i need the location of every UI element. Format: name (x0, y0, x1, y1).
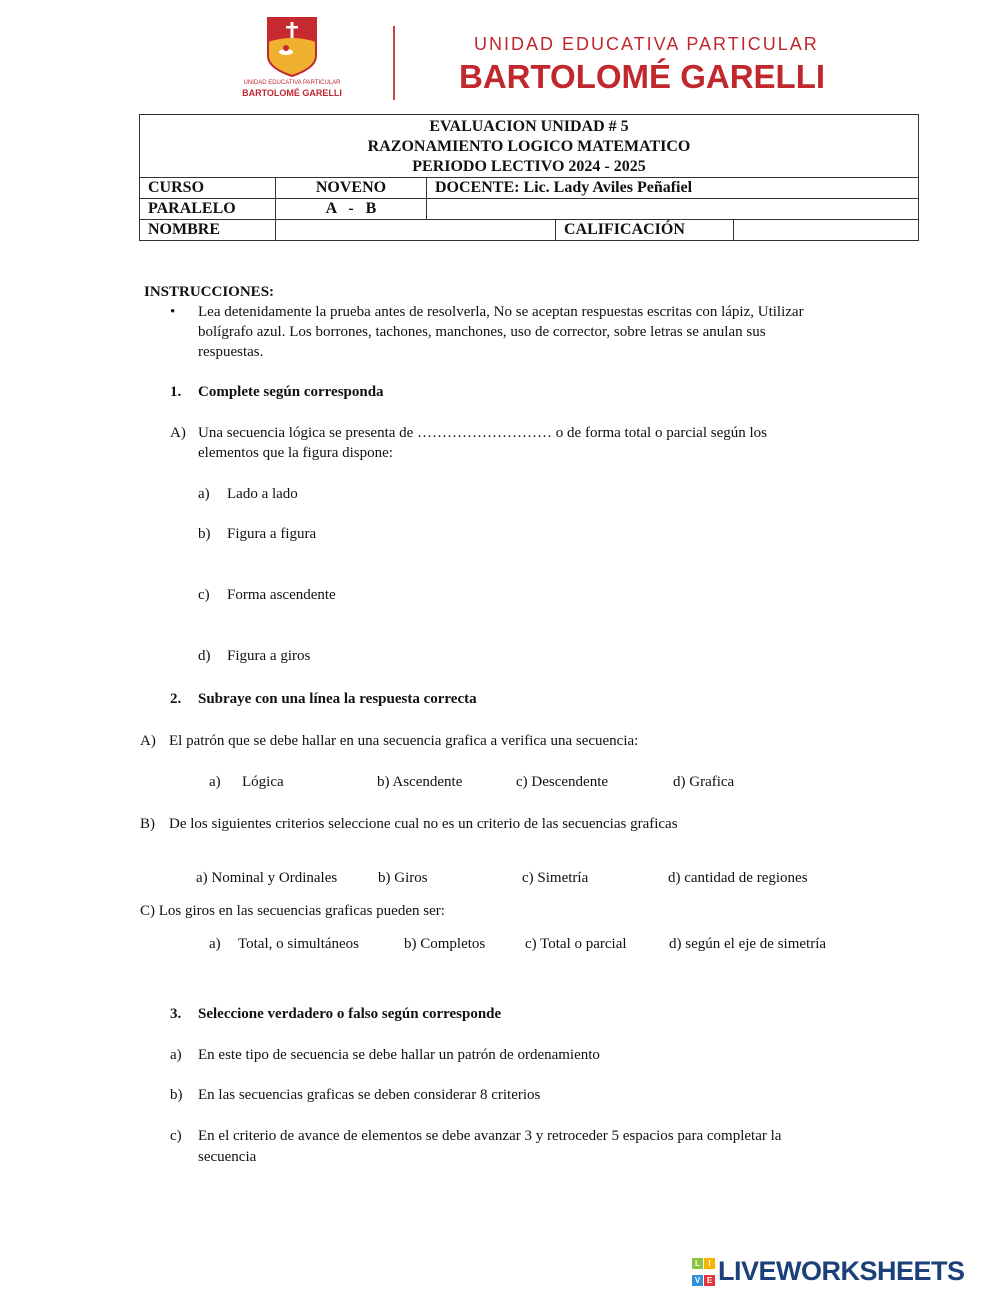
q1-a-text: elementos que la figura dispone: (198, 445, 393, 461)
calificacion-label: CALIFICACIÓN (556, 220, 734, 241)
option-text[interactable]: b) Completos (404, 936, 486, 952)
live-blocks-icon (692, 1254, 716, 1288)
q1-a-text: Una secuencia lógica se presenta de ……………………… o de forma total o parcial según los (198, 425, 767, 441)
nombre-field[interactable] (276, 220, 556, 241)
q1-number: 1. (170, 384, 182, 400)
q2-number: 2. (170, 691, 182, 707)
paralelo-value: A - B (276, 199, 427, 220)
item-label: b) (170, 1087, 183, 1103)
q2-title: Subraye con una línea la respuesta correcta (198, 691, 477, 707)
option-text[interactable]: c) Simetría (522, 870, 589, 886)
option-label: a) (209, 936, 221, 952)
instructions-heading: INSTRUCCIONES: (144, 284, 275, 300)
option-text[interactable]: d) cantidad de regiones (668, 870, 808, 886)
option-label: b) (198, 526, 211, 542)
item-text: En este tipo de secuencia se debe hallar un patrón de ordenamiento (198, 1047, 600, 1063)
q2-b-label: B) (140, 816, 155, 832)
instruction-line: Lea detenidamente la prueba antes de resolverla, No se aceptan respuestas escritas con lápiz, Utilizar (198, 304, 804, 320)
item-text: secuencia (198, 1149, 257, 1165)
item-label: c) (170, 1128, 182, 1144)
option-label: a) (198, 486, 210, 502)
q3-title: Seleccione verdadero o falso según corresponde (198, 1006, 502, 1022)
logo-letter: I (704, 1258, 715, 1269)
crest-caption-name: BARTOLOMÉ GARELLI (242, 88, 342, 98)
nombre-label: NOMBRE (140, 220, 276, 241)
q3-number: 3. (170, 1006, 182, 1022)
option-text[interactable]: Lógica (242, 774, 284, 790)
option-label: a) (209, 774, 221, 790)
school-crest-icon (266, 16, 318, 78)
logo-letter: V (692, 1275, 703, 1286)
q1-a-label: A) (170, 425, 186, 441)
option-text[interactable]: a) Nominal y Ordinales (196, 870, 338, 886)
q2-a-label: A) (140, 733, 156, 749)
curso-value: NOVENO (276, 178, 427, 199)
item-text: En las secuencias graficas se deben considerar 8 criterios (198, 1087, 541, 1103)
option-text[interactable]: Figura a giros (227, 648, 311, 664)
q2-b-text: De los siguientes criterios seleccione cual no es un criterio de las secuencias graficas (169, 816, 678, 832)
option-text[interactable]: d) según el eje de simetría (669, 936, 827, 952)
option-text[interactable]: b) Ascendente (377, 774, 463, 790)
q2-a-text: El patrón que se debe hallar en una secuencia grafica a verifica una secuencia: (169, 733, 639, 749)
item-text: En el criterio de avance de elementos se debe avanzar 3 y retroceder 5 espacios para completar la (198, 1128, 782, 1144)
option-label: d) (198, 648, 211, 664)
option-text[interactable]: Forma ascendente (227, 587, 336, 603)
docente: DOCENTE: Lic. Lady Aviles Peñafiel (427, 178, 919, 199)
header-divider (393, 26, 395, 100)
school-name: BARTOLOMÉ GARELLI (459, 58, 826, 95)
instruction-line: bolígrafo azul. Los borrones, tachones, manchones, uso de corrector, sobre letras se anulan sus (198, 324, 766, 340)
q2-c-text: C) Los giros en las secuencias graficas pueden ser: (140, 903, 445, 919)
option-text[interactable]: d) Grafica (673, 774, 735, 790)
info-table (139, 114, 919, 241)
option-text[interactable]: c) Descendente (516, 774, 609, 790)
curso-label: CURSO (140, 178, 276, 199)
bullet-icon: • (170, 304, 176, 320)
paralelo-label: PARALELO (140, 199, 276, 220)
title-line: PERIODO LECTIVO 2024 - 2025 (412, 158, 646, 175)
calificacion-field[interactable] (734, 220, 919, 241)
liveworksheets-wordmark: LIVEWORKSHEETS (718, 1255, 965, 1286)
logo-letter: E (704, 1275, 715, 1286)
option-label: c) (198, 587, 210, 603)
option-text[interactable]: Figura a figura (227, 526, 317, 542)
option-text[interactable]: Lado a lado (227, 486, 298, 502)
empty-cell (427, 199, 919, 220)
option-text[interactable]: c) Total o parcial (525, 936, 627, 952)
instruction-line: respuestas. (198, 344, 264, 360)
q1-title: Complete según corresponda (198, 384, 384, 400)
exam-title (140, 115, 919, 178)
item-label: a) (170, 1047, 182, 1063)
logo-letter: L (692, 1258, 703, 1269)
crest-caption: UNIDAD EDUCATIVA PARTICULAR (243, 80, 341, 86)
option-text[interactable]: Total, o simultáneos (238, 936, 360, 952)
option-text[interactable]: b) Giros (378, 870, 428, 886)
title-line: EVALUACION UNIDAD # 5 (429, 118, 629, 135)
school-subtitle: UNIDAD EDUCATIVA PARTICULAR (474, 34, 819, 54)
liveworksheets-logo (692, 1254, 965, 1288)
title-line: RAZONAMIENTO LOGICO MATEMATICO (367, 138, 691, 155)
